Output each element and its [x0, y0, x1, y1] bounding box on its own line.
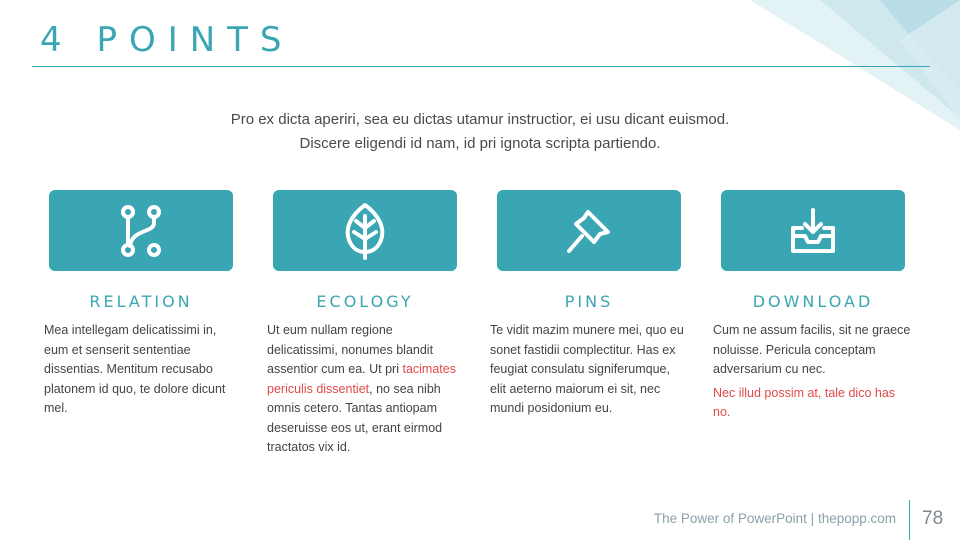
pins-heading: PINS [564, 292, 614, 311]
download-text-highlight: Nec illud possim at, tale dico has no. [713, 385, 896, 419]
pins-text: Te vidit mazim munere mei, quo eu sonet fastidii complectitur. Has ex feugiat consulatu signiferumque, elit aeterno maiorum ei sit, nec mundi posidonium eu. [490, 323, 684, 415]
relation-icon [117, 203, 165, 259]
ecology-text-highlight: tacimates periculis dissentiet [267, 362, 456, 396]
ecology-heading: ECOLOGY [316, 292, 414, 311]
download-text-main: Cum ne assum facilis, sit ne graece noluisse. Pericula conceptam adversarium cu nec. [713, 323, 911, 376]
ecology-text-start: Ut eum nullam regione delicatissimi, nonumes blandit assentior cum ea. Ut pri [267, 323, 434, 376]
footer-divider [909, 500, 910, 540]
footer-credit: The Power of PowerPoint | thepopp.com [653, 511, 896, 526]
relation-text: Mea intellegam delicatissimi in, eum et senserit sententiae dissentias. Mentitum recusabo platonem id quo, te dolore dicunt mel. [44, 323, 226, 415]
page-number: 78 [922, 508, 944, 529]
download-text [713, 321, 913, 423]
ecology-text-end: , no sea nibh omnis cetero. Tantas antiopam deseruisse eos ut, erant eirmod tractatos vix id. [267, 381, 443, 454]
intro-text [0, 108, 960, 156]
intro-line-2: Discere eligendi id nam, id pri ignota scripta partiendo. [299, 135, 661, 152]
leaf-icon [342, 202, 388, 260]
relation-heading: RELATION [89, 292, 193, 311]
download-card [721, 190, 905, 271]
download-icon [788, 206, 838, 256]
ecology-card [273, 190, 457, 271]
ecology-text [267, 321, 467, 458]
title-divider [32, 66, 930, 67]
intro-line-1: Pro ex dicta aperiri, sea eu dictas utamur instructior, ei usu dicant euismod. [230, 111, 730, 128]
pin-icon [564, 206, 614, 256]
page-title: 4 POINTS [40, 20, 294, 60]
download-heading: DOWNLOAD [752, 292, 874, 311]
pins-card [497, 190, 681, 271]
relation-card [49, 190, 233, 271]
